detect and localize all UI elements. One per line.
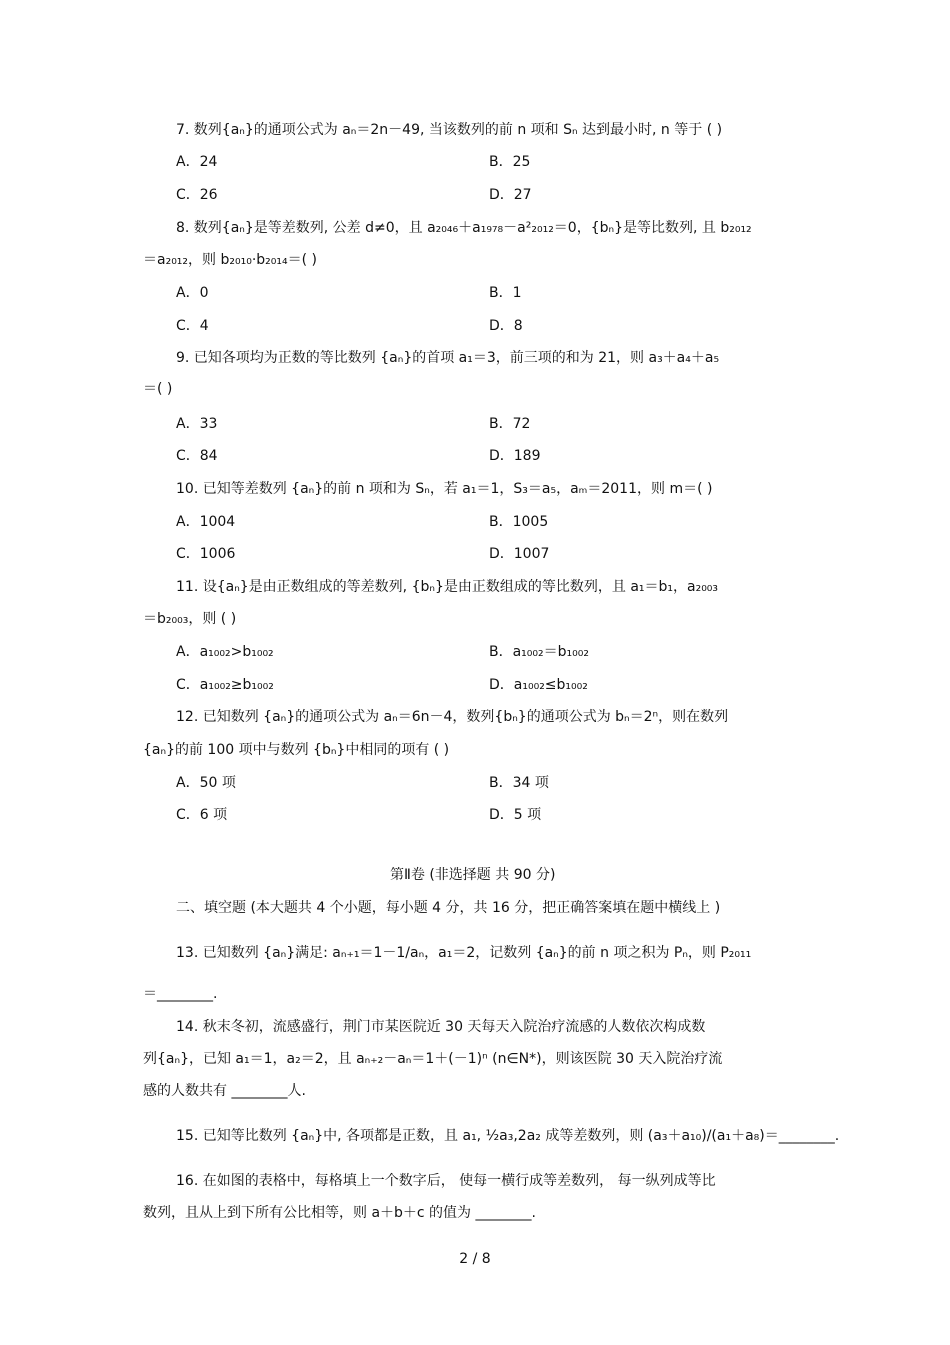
- q11-option-a: A．a₁₀₀₂>b₁₀₀₂: [176, 644, 274, 660]
- q7-option-a: A．24: [176, 154, 218, 170]
- q14-stem-line2: 列{aₙ}，已知 a₁＝1，a₂＝2，且 aₙ₊₂－aₙ＝1＋(－1)ⁿ (n∈N*)，则该医院 30 天入院治疗流: [143, 1051, 723, 1067]
- q7-option-b: B．25: [489, 154, 531, 170]
- q8-option-a: A．0: [176, 285, 209, 301]
- q12-option-b: B．34 项: [489, 775, 549, 791]
- q16-stem-line2: 数列，且从上到下所有公比相等，则 a＋b＋c 的值为 ________.: [143, 1205, 536, 1221]
- q15-stem: 15. 已知等比数列 {aₙ}中, 各项都是正数，且 a₁, ½a₃,2a₂ 成等差数列，则 (a₃＋a₁₀)/(a₁＋a₈)＝________.: [176, 1128, 840, 1144]
- q16-stem-line1: 16. 在如图的表格中，每格填上一个数字后， 使每一横行成等差数列， 每一纵列成等比: [176, 1173, 716, 1189]
- q14-stem-line3: 感的人数共有 ________人.: [143, 1083, 306, 1099]
- q9-stem-line1: 9. 已知各项均为正数的等比数列 {aₙ}的首项 a₁＝3，前三项的和为 21，则 a₃＋a₄＋a₅: [176, 350, 720, 366]
- q8-stem-line2: ＝a₂₀₁₂，则 b₂₀₁₀·b₂₀₁₄＝( ): [143, 252, 317, 268]
- q9-option-a: A．33: [176, 416, 218, 432]
- q12-option-a: A．50 项: [176, 775, 236, 791]
- q9-stem-line2: ＝( ): [143, 381, 173, 397]
- q8-stem-line1: 8. 数列{aₙ}是等差数列, 公差 d≠0，且 a₂₀₄₆＋a₁₉₇₈－a²₂₀₁₂＝0，{bₙ}是等比数列, 且 b₂₀₁₂: [176, 220, 752, 236]
- q11-option-d: D．a₁₀₀₂≤b₁₀₀₂: [489, 677, 588, 693]
- part2-title: 第Ⅱ卷 (非选择题 共 90 分): [390, 867, 556, 883]
- q10-option-d: D．1007: [489, 546, 550, 562]
- q7-option-c: C．26: [176, 187, 218, 203]
- q12-stem-line1: 12. 已知数列 {aₙ}的通项公式为 aₙ＝6n－4，数列{bₙ}的通项公式为 bₙ＝2ⁿ，则在数列: [176, 709, 729, 725]
- q8-option-c: C．4: [176, 318, 209, 334]
- q8-option-d: D．8: [489, 318, 523, 334]
- q11-stem-line1: 11. 设{aₙ}是由正数组成的等差数列, {bₙ}是由正数组成的等比数列，且 a₁＝b₁，a₂₀₀₃: [176, 579, 719, 595]
- q12-stem-line2: {aₙ}的前 100 项中与数列 {bₙ}中相同的项有 ( ): [143, 742, 450, 758]
- q9-option-c: C．84: [176, 448, 218, 464]
- q13-stem-line2: ＝________.: [143, 986, 218, 1002]
- q11-option-b: B．a₁₀₀₂＝b₁₀₀₂: [489, 644, 589, 660]
- q12-option-c: C．6 项: [176, 807, 228, 823]
- q10-option-a: A．1004: [176, 514, 236, 530]
- q10-option-c: C．1006: [176, 546, 236, 562]
- q13-stem-line1: 13. 已知数列 {aₙ}满足: aₙ₊₁＝1－1/aₙ，a₁＝2，记数列 {aₙ}的前 n 项之积为 Pₙ，则 P₂₀₁₁: [176, 945, 752, 961]
- q7-stem: 7. 数列{aₙ}的通项公式为 aₙ＝2n－49, 当该数列的前 n 项和 Sₙ 达到最小时, n 等于 ( ): [176, 122, 723, 138]
- q11-stem-line2: ＝b₂₀₀₃，则 ( ): [143, 611, 237, 627]
- q7-option-d: D．27: [489, 187, 532, 203]
- page-number: 2 / 8: [459, 1251, 491, 1267]
- q9-option-d: D．189: [489, 448, 541, 464]
- q12-option-d: D．5 项: [489, 807, 542, 823]
- part2-instruction: 二、填空题 (本大题共 4 个小题，每小题 4 分，共 16 分，把正确答案填在题中横线上 ): [176, 900, 721, 916]
- q11-option-c: C．a₁₀₀₂≥b₁₀₀₂: [176, 677, 274, 693]
- q9-option-b: B．72: [489, 416, 531, 432]
- q10-stem: 10. 已知等差数列 {aₙ}的前 n 项和为 Sₙ，若 a₁＝1，S₃＝a₅，aₘ＝2011，则 m＝( ): [176, 481, 713, 497]
- q14-stem-line1: 14. 秋末冬初，流感盛行，荆门市某医院近 30 天每天入院治疗流感的人数依次构成数: [176, 1019, 706, 1035]
- q8-option-b: B．1: [489, 285, 522, 301]
- q10-option-b: B．1005: [489, 514, 549, 530]
